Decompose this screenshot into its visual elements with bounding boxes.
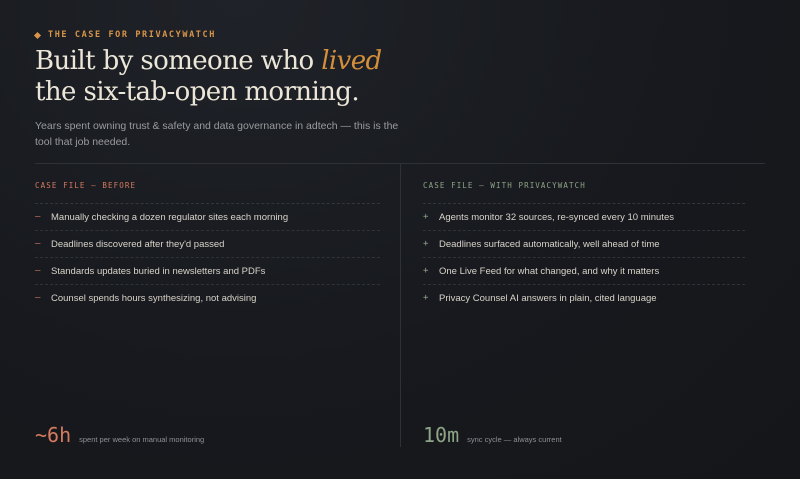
list-item: [35, 285, 380, 311]
item-text: Agents monitor 32 sources, re-synced every 10 minutes: [439, 211, 674, 223]
item-text: Counsel spends hours synthesizing, not advising: [51, 292, 257, 304]
before-column: [35, 181, 380, 311]
plus-marker: +: [423, 239, 429, 249]
list-item: [423, 285, 745, 311]
list-item: [423, 258, 745, 285]
list-item: [423, 204, 745, 231]
title-accent: lived: [321, 46, 382, 76]
section-eyebrow: [35, 30, 216, 40]
item-text: Privacy Counsel AI answers in plain, cited language: [439, 292, 657, 304]
subtitle: Years spent owning trust & safety and data governance in adtech — this is the tool that job needed.: [35, 120, 399, 148]
after-stat-value: 10m: [423, 423, 460, 447]
diamond-icon: [34, 31, 41, 38]
before-stat-label: spent per week on manual monitoring: [79, 435, 205, 444]
plus-marker: +: [423, 266, 429, 276]
after-label: CASE FILE — WITH PRIVACYWATCH: [423, 181, 745, 204]
item-text: Manually checking a dozen regulator sites each morning: [51, 211, 289, 223]
list-item: [423, 231, 745, 258]
plus-marker: +: [423, 293, 429, 303]
title-line2: the six-tab-open morning.: [35, 77, 360, 107]
eyebrow-text: THE CASE FOR PRIVACYWATCH: [48, 30, 216, 40]
item-text: Deadlines discovered after they'd passed: [51, 238, 225, 250]
after-column: [423, 181, 745, 311]
page-title: [35, 46, 382, 108]
list-item: [35, 231, 380, 258]
after-stat-label: sync cycle — always current: [467, 435, 562, 444]
item-text: Standards updates buried in newsletters and PDFs: [51, 265, 266, 277]
list-item: [35, 258, 380, 285]
minus-marker: –: [35, 293, 41, 303]
vertical-divider: [400, 164, 401, 447]
minus-marker: –: [35, 212, 41, 222]
minus-marker: –: [35, 266, 41, 276]
before-stat-value: ~6h: [35, 423, 72, 447]
item-text: Deadlines surfaced automatically, well ahead of time: [439, 238, 660, 250]
plus-marker: +: [423, 212, 429, 222]
list-item: [35, 204, 380, 231]
after-stat: [423, 423, 562, 447]
before-label: CASE FILE — BEFORE: [35, 181, 380, 204]
minus-marker: –: [35, 239, 41, 249]
before-stat: [35, 423, 204, 447]
title-part1: Built by someone who: [35, 46, 322, 76]
item-text: One Live Feed for what changed, and why it matters: [439, 265, 660, 277]
